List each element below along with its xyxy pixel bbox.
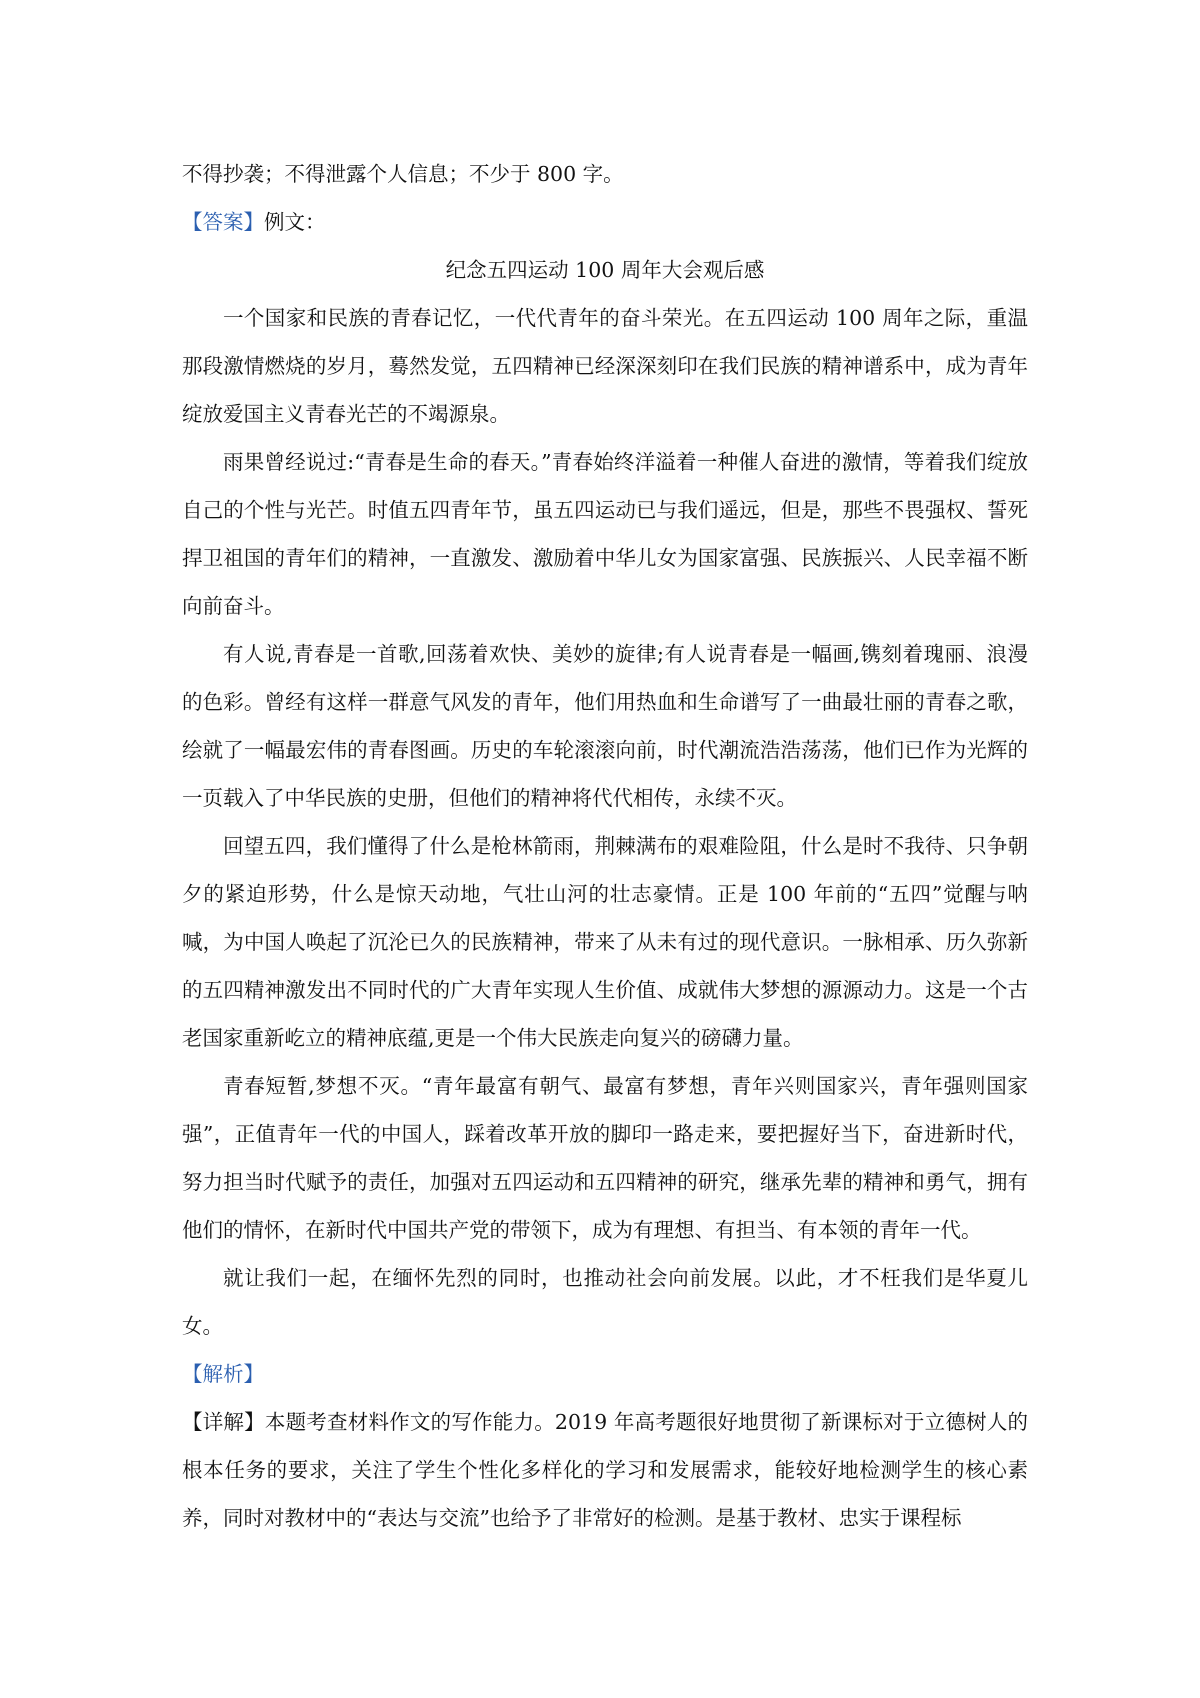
essay-paragraph-5: 青春短暂,梦想不灭。“青年最富有朝气、最富有梦想，青年兴则国家兴，青年强则国家强”，正值青年一代的中国人，踩着改革开放的脚印一路走来，要把握好当下，奋进新时代，努力担当时代赋予的责任，加强对五四运动和五四精神的研究，继承先辈的精神和勇气，拥有他们的情怀，在新时代中国共产党的带领下，成为有理想、有担当、有本领的青年一代。 <box>182 1074 1028 1242</box>
essay-paragraph-3: 有人说,青春是一首歌,回荡着欢快、美妙的旋律;有人说青春是一幅画,镌刻着瑰丽、浪漫的色彩。曾经有这样一群意气风发的青年，他们用热血和生命谱写了一曲最壮丽的青春之歌，绘就了一幅最宏伟的青春图画。历史的车轮滚滚向前，时代潮流浩浩荡荡，他们已作为光辉的一页载入了中华民族的史册，但他们的精神将代代相传，永续不灭。 <box>182 642 1028 810</box>
essay-paragraph-6: 就让我们一起，在缅怀先烈的同时，也推动社会向前发展。以此，才不枉我们是华夏儿女。 <box>182 1266 1028 1338</box>
intro-line: 不得抄袭；不得泄露个人信息；不少于 800 字。 <box>182 162 624 186</box>
answer-text: 例文： <box>264 210 326 234</box>
detail-label: 【详解】 <box>182 1410 265 1434</box>
detail-paragraph <box>182 1398 1028 1542</box>
detail-text: 本题考查材料作文的写作能力。2019 年高考题很好地贯彻了新课标对于立德树人的根本任务的要求，关注了学生个性化多样化的学习和发展需求，能较好地检测学生的核心素养，同时对教材中的“表达与交流”也给予了非常好的检测。是基于教材、忠实于课程标 <box>182 1410 1028 1530</box>
analysis-line <box>182 1350 1028 1398</box>
answer-label: 【答案】 <box>182 210 264 234</box>
essay-paragraph-1: 一个国家和民族的青春记忆，一代代青年的奋斗荣光。在五四运动 100 周年之际，重温那段激情燃烧的岁月，蓦然发觉，五四精神已经深深刻印在我们民族的精神谱系中，成为青年绽放爱国主义青春光芒的不竭源泉。 <box>182 306 1028 426</box>
essay-paragraph-4: 回望五四，我们懂得了什么是枪林箭雨，荆棘满布的艰难险阻，什么是时不我待、只争朝夕的紧迫形势，什么是惊天动地，气壮山河的壮志豪情。正是 100 年前的“五四”觉醒与呐喊，为中国人唤起了沉沦已久的民族精神，带来了从未有过的现代意识。一脉相承、历久弥新的五四精神激发出不同时代的广大青年实现人生价值、成就伟大梦想的源源动力。这是一个古老国家重新屹立的精神底蕴,更是一个伟大民族走向复兴的磅礴力量。 <box>182 834 1028 1050</box>
analysis-label: 【解析】 <box>182 1362 264 1386</box>
essay-paragraph-2: 雨果曾经说过:“青春是生命的春天。”青春始终洋溢着一种催人奋进的激情，等着我们绽放自己的个性与光芒。时值五四青年节，虽五四运动已与我们遥远，但是，那些不畏强权、誓死捍卫祖国的青年们的精神，一直激发、激励着中华儿女为国家富强、民族振兴、人民幸福不断向前奋斗。 <box>182 450 1028 618</box>
answer-line <box>182 198 1028 246</box>
essay-title: 纪念五四运动 100 周年大会观后感 <box>445 258 765 282</box>
